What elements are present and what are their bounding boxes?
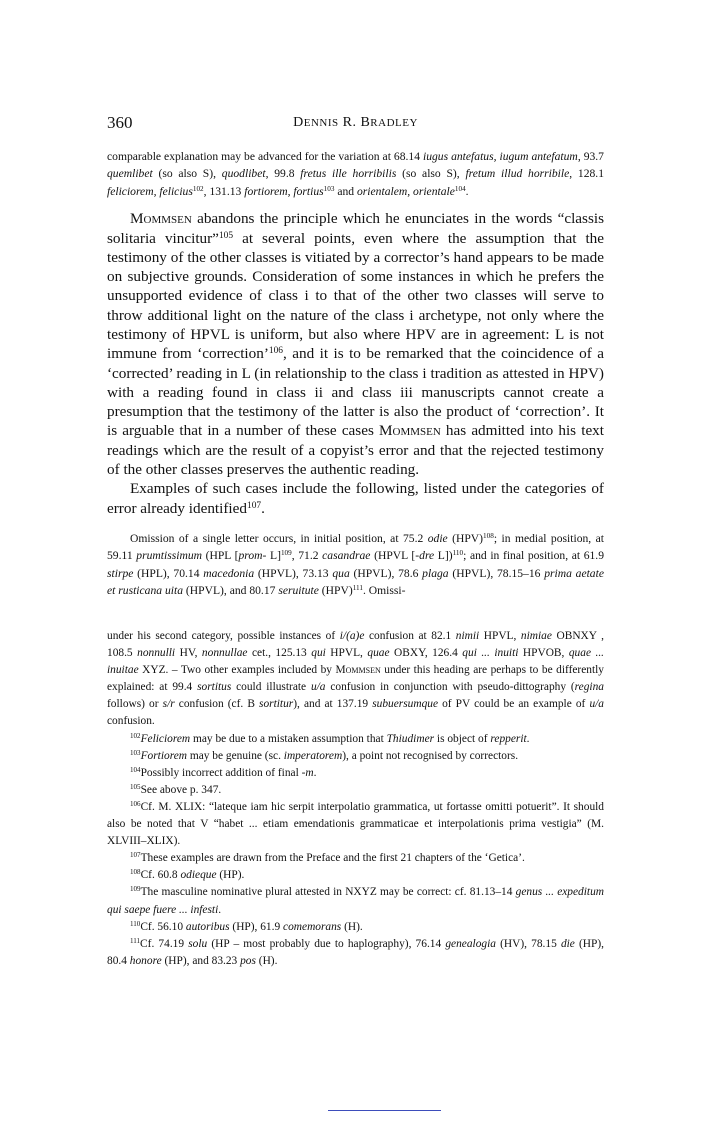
footnote-111: $^{111}$Cf. 74.19 solu (HP – most probably due to haplography), 76.14 genealogia (HV), 78.15 die (HP), 80.4 honore (HP), and 83.23 pos (H). (107, 936, 605, 967)
running-head-author: DENNIS R. BRADLEY (293, 115, 418, 130)
footnote-110: $^{110}$Cf. 56.10 autoribus (HP), 61.9 comemorans (H). (130, 919, 363, 933)
footnote-107: $^{107}$These examples are drawn from the Preface and the first 21 chapters of the ‘Getica’. (130, 851, 525, 865)
running-header (107, 113, 604, 133)
footnote-ref: 108 (483, 532, 494, 541)
paragraph-3: Examples of such cases include the following, listed under the categories of error already identified$^{107}$. (107, 480, 604, 517)
footnote-102: $^{102}$Feliciorem may be due to a mistaken assumption that Thiudimer is object of repperit. (130, 731, 530, 745)
footnote-104: $^{104}$Possibly incorrect addition of final -m. (130, 765, 317, 779)
paragraph-4: Omission of a single letter occurs, in initial position, at 75.2 odie (HPV)$^{108}$; in medial position, at 59.11 prumtissimum (HPL [prom- L]$^{109}$, 71.2 casandrae (HPVL [-dre L])$^{110}$; and in final position, at 61.9 stirpe (HPL), 70.14 macedonia (HPVL), 73.13 qua (HPVL), 78.6 plaga (HPVL), 78.15–16 prima aetate et rusticana uita (HPVL), and 80.17 seruitute (HPV)$^{111}$. Omissi- (107, 531, 604, 598)
bottom-rule (328, 1110, 441, 1111)
footnote-continuation: under his second category, possible instances of i/(a)e confusion at 82.1 nimii HPVL, nimiae OBNXY , 108.5 nonnulli HV, nonnullae cet., 125.13 qui HPVL, quae OBXY, 126.4 qui ... inuiti HPVOB, quae ... inuitae XYZ. – Two other examples included by Mommsen under this heading are perhaps to be differently explained: at 99.4 sortitus could illustrate u/a confusion in conjunction with pseudo-dittography (regina follows) or s/r confusion (cf. B sortitur), and at 137.19 subuersumque of PV could be an example of u/a confusion. (107, 630, 605, 728)
paragraph-1: comparable explanation may be advanced for the variation at 68.14 iugus antefatus, iugum antefatum, 93.7 quemlibet (so also S), quodlibet, 99.8 fretus ille horribilis (so also S), fretum illud horribile, 128.1 feliciorem, felicius$^{102}$, 131.13 fortiorem, fortius$^{103}$ and orientalem, orientale$^{104}$. (107, 150, 604, 198)
footnote-ref: 111 (352, 584, 363, 593)
footnote-ref: 107 (247, 500, 262, 511)
footnote-103: $^{103}$Fortiorem may be genuine (sc. imperatorem), a point not recognised by correctors. (130, 748, 519, 762)
footnote-105: $^{105}$See above p. 347. (130, 782, 222, 796)
footnote-ref: 109 (280, 549, 292, 558)
footnote-ref: 103 (323, 184, 335, 193)
footnote-ref: 102 (192, 184, 204, 193)
footnote-ref: 106 (268, 346, 283, 357)
footnote-ref: 110 (452, 549, 464, 558)
footnote-ref: 105 (218, 230, 234, 241)
main-text (107, 148, 604, 600)
footnotes (107, 628, 604, 970)
footnote-106: $^{106}$Cf. M. XLIX: “lateque iam hic serpit interpolatio grammatica, ut fortasse omitti potuerit”. It should also be noted that V “habet ... etiam emendationis grammaticae et interpolationis prima vestigia” (M. XLVIII–XLIX). (107, 800, 604, 848)
footnote-109: $^{109}$The masculine nominative plural attested in NXYZ may be correct: cf. 81.13–14 genus ... expeditum qui saepe fuere ... infesti. (107, 885, 605, 916)
page-number: 360 (107, 113, 133, 132)
footnote-ref: 104 (454, 184, 466, 193)
paragraph-2: Mommsen abandons the principle which he enunciates in the words “classis solitaria vincitur”$^{105}$ at several points, even where the assumption that the testimony of the other classes is vitiated by a corrector’s hand appears to be made on subjective grounds. Consideration of some instances in which he prefers the unsupported evidence of class i to that of the other two classes will serve to throw additional light on the nature of the class i archetype, not only where the testimony of HPVL is uniform, but also where HPV are in agreement: L is not immune from ‘correction’$^{106}$, and it is to be remarked that the coincidence of a ‘corrected’ reading in L (in relationship to the class i tradition as attested in HPV) with a reading found in class ii and class iii manuscripts cannot create a presumption that the testimony of the latter is also the product of ‘correction’. It is arguable that in a number of these cases Mommsen has admitted into his text readings which are the result of a copyist’s error and that the rejected testimony of the other classes preserves the authentic reading. (107, 210, 605, 479)
footnote-108: $^{108}$Cf. 60.8 odieque (HP). (130, 868, 245, 882)
